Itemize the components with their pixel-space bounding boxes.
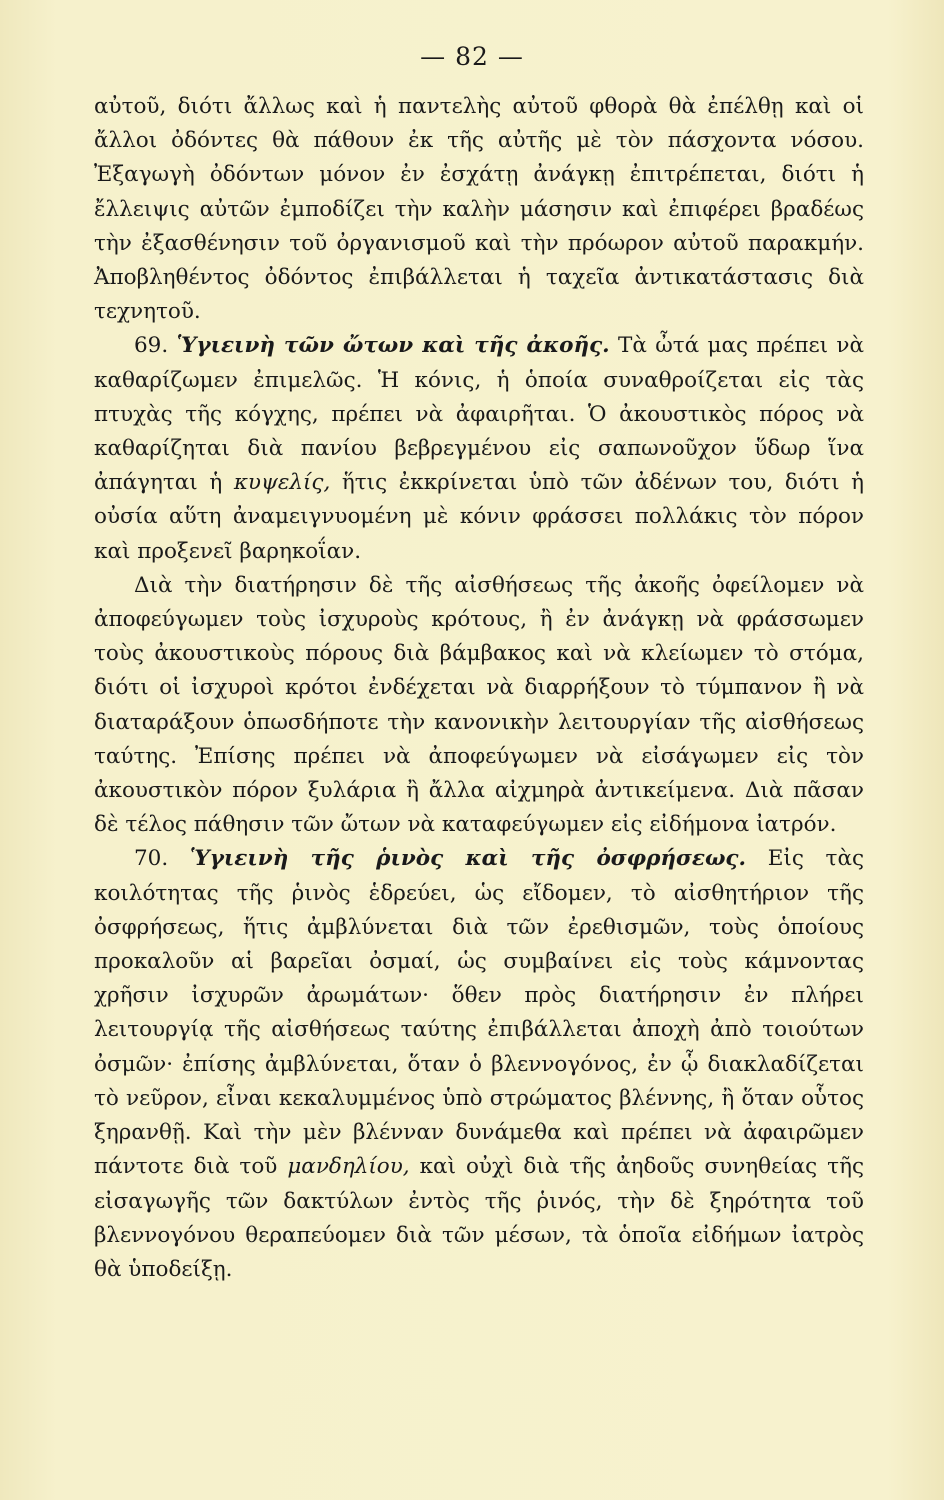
nose-text-part-2: καὶ οὐχὶ διὰ τῆς ἀηδοῦς συνηθείας τῆς εἰσαγωγῆς τῶν δακτύλων ἐντὸς τῆς ῥινός, τὴν δὲ ξηρότητα τοῦ βλεννογόνου θεραπεύομεν διὰ τῶν μέσων, τὰ ὁποῖα εἰδήμων ἰατρὸς θὰ ὑποδείξῃ. (94, 1154, 865, 1282)
paragraph-teeth-continuation: αὐτοῦ, διότι ἄλλως καὶ ἡ παντελὴς αὐτοῦ φθορὰ θὰ ἐπέλθῃ καὶ οἱ ἄλλοι ὀδόντες θὰ πάθουν ἐκ τῆς αὐτῆς μὲ τὸν πάσχοντα νόσου. Ἐξαγωγὴ ὀδόντων μόνον ἐν ἐσχάτῃ ἀνάγκῃ ἐπιτρέπεται, διότι ἡ ἔλλειψις αὐτῶν ἐμποδίζει τὴν καλὴν μάσησιν καὶ ἐπιφέρει βραδέως τὴν ἐξασθένησιν τοῦ ὀργανισμοῦ καὶ τὴν πρόωρον αὐτοῦ παρακμήν. Ἀποβληθέντος ὀδόντος ἐπιβάλλεται ἡ ταχεῖα ἀντικατάστασις διὰ τεχνητοῦ. (94, 94, 864, 325)
nose-emphasis-term: μανδηλίου, (287, 1154, 410, 1180)
paragraph-ears-hygiene (94, 329, 864, 568)
paragraph-nose-hygiene (94, 842, 864, 1287)
paragraph-hearing-preservation: Διὰ τὴν διατήρησιν δὲ τῆς αἰσθήσεως τῆς ἀκοῆς ὀφείλομεν νὰ ἀποφεύγωμεν τοὺς ἰσχυροὺς κρότους, ἢ ἐν ἀνάγκῃ νὰ φράσσωμεν τοὺς ἀκουστικοὺς πόρους διὰ βάμβακος καὶ νὰ κλείωμεν τὸ στόμα, διότι οἱ ἰσχυροὶ κρότοι ἐνδέχεται νὰ διαρρήξουν τὸ τύμπανον ἢ νὰ διαταράξουν ὁπωσδήποτε τὴν κανονικὴν λειτουργίαν τῆς αἰσθήσεως ταύτης. Ἐπίσης πρέπει νὰ ἀποφεύγωμεν νὰ εἰσάγωμεν εἰς τὸν ἀκουστικὸν πόρον ξυλάρια ἢ ἄλλα αἰχμηρὰ ἀντικείμενα. Διὰ πᾶσαν δὲ τέλος πάθησιν τῶν ὤτων νὰ καταφεύγωμεν εἰς εἰδήμονα ἰατρόν. (94, 572, 864, 838)
ears-emphasis-term: κυψελίς, (233, 470, 331, 496)
section-number-69: 69. (134, 333, 169, 359)
page-number: — 82 — (420, 42, 524, 71)
ears-text-part-2: ἥτις ἐκκρίνεται ὑπὸ τῶν ἀδένων του, διότι ἡ οὐσία αὕτη ἀναμειγνυομένη μὲ κόνιν φράσσει πολλάκις τὸν πόρον καὶ προξενεῖ βαρηκοΐαν. (94, 470, 864, 564)
section-number-70: 70. (134, 846, 169, 872)
section-heading-ears: Ὑγιεινὴ τῶν ὤτων καὶ τῆς ἀκοῆς. (176, 333, 610, 359)
ears-text-part-1: Τὰ ὦτά μας πρέπει νὰ καθαρίζωμεν ἐπιμελῶς. Ἡ κόνις, ἡ ὁποία συναθροίζεται εἰς τὰς πτυχὰς τῆς κόγχης, πρέπει νὰ ἀφαιρῆται. Ὁ ἀκουστικὸς πόρος νὰ καθαρίζηται διὰ πανίου βεβρεγμένου εἰς σαπωνοῦχον ὕδωρ ἵνα ἀπάγηται ἡ (94, 333, 864, 496)
body-text (94, 90, 864, 1287)
section-heading-nose: Ὑγιεινὴ τῆς ῥινὸς καὶ τῆς ὀσφρήσεως. (189, 846, 747, 872)
nose-text-part-1: Εἰς τὰς κοιλότητας τῆς ῥινὸς ἑδρεύει, ὡς εἴδομεν, τὸ αἰσθητήριον τῆς ὀσφρήσεως, ἥτις ἀμβλύνεται διὰ τῶν ἐρεθισμῶν, τοὺς ὁποίους προκαλοῦν αἱ βαρεῖαι ὀσμαί, ὡς συμβαίνει εἰς τοὺς κάμνοντας χρῆσιν ἰσχυρῶν ἀρωμάτων· ὅθεν πρὸς διατήρησιν ἐν πλήρει λειτουργίᾳ τῆς αἰσθήσεως ταύτης ἐπιβάλλεται ἀποχὴ ἀπὸ τοιούτων ὀσμῶν· ἐπίσης ἀμβλύνεται, ὅταν ὁ βλεννογόνος, ἐν ᾧ διακλαδίζεται τὸ νεῦρον, εἶναι κεκαλυμμένος ὑπὸ στρώματος βλέννης, ἢ ὅταν οὗτος ξηρανθῇ. Καὶ τὴν μὲν βλένναν δυνάμεθα καὶ πρέπει νὰ ἀφαιρῶμεν πάντοτε διὰ τοῦ (94, 846, 864, 1180)
